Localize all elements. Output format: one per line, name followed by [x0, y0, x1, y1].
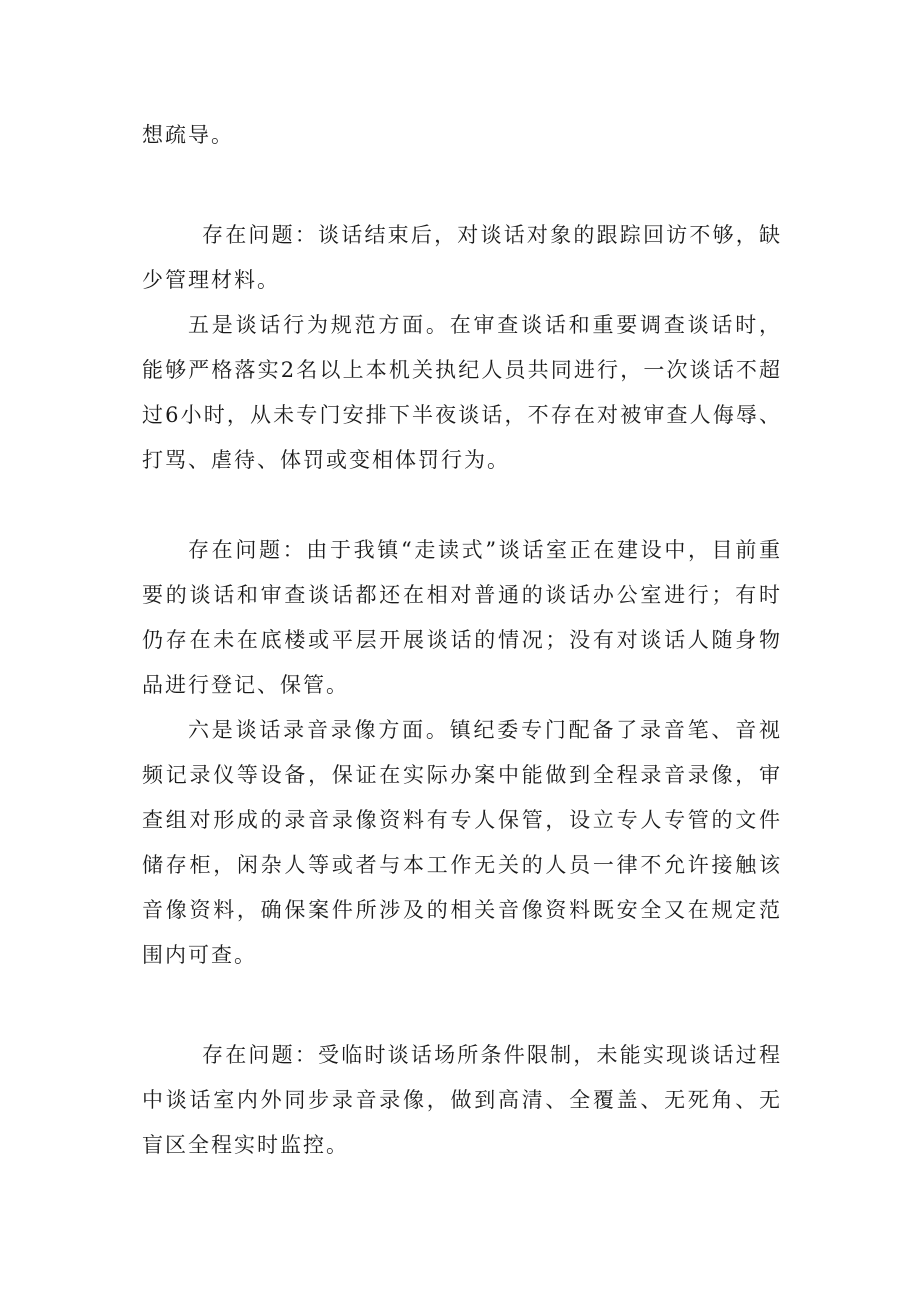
paragraph-issue-recording: 存在问题：受临时谈话场所条件限制，未能实现谈话过程中谈话室内外同步录音录像，做到高清、全覆盖、无死角、无盲区全程实时监控。	[142, 1043, 782, 1157]
paragraph-recording: 六是谈话录音录像方面。镇纪委专门配备了录音笔、音视频记录仪等设备，保证在实际办案中能做到全程录音录像，审查组对形成的录音录像资料有专人保管，设立专人专管的文件储存柜，闲杂人等或者与本工作无关的人员一律不允许接触该音像资料，确保案件所涉及的相关音像资料既安全又在规定范围内可查。	[142, 718, 782, 967]
paragraph-issue-followup: 存在问题：谈话结束后，对谈话对象的跟踪回访不够，缺少管理材料。	[142, 223, 782, 292]
paragraph-conduct-norms: 五是谈话行为规范方面。在审查谈话和重要调查谈话时，能够严格落实2名以上本机关执纪人员共同进行，一次谈话不超过6小时，从未专门安排下半夜谈话，不存在对被审查人侮辱、打骂、虐待、体罚或变相体罚行为。	[142, 313, 782, 472]
paragraph-issue-venue: 存在问题：由于我镇“走读式”谈话室正在建设中，目前重要的谈话和审查谈话都还在相对普通的谈话办公室进行；有时仍存在未在底楼或平层开展谈话的情况；没有对谈话人随身物品进行登记、保管。	[142, 538, 782, 697]
paragraph-continuation: 想疏导。	[142, 123, 234, 147]
